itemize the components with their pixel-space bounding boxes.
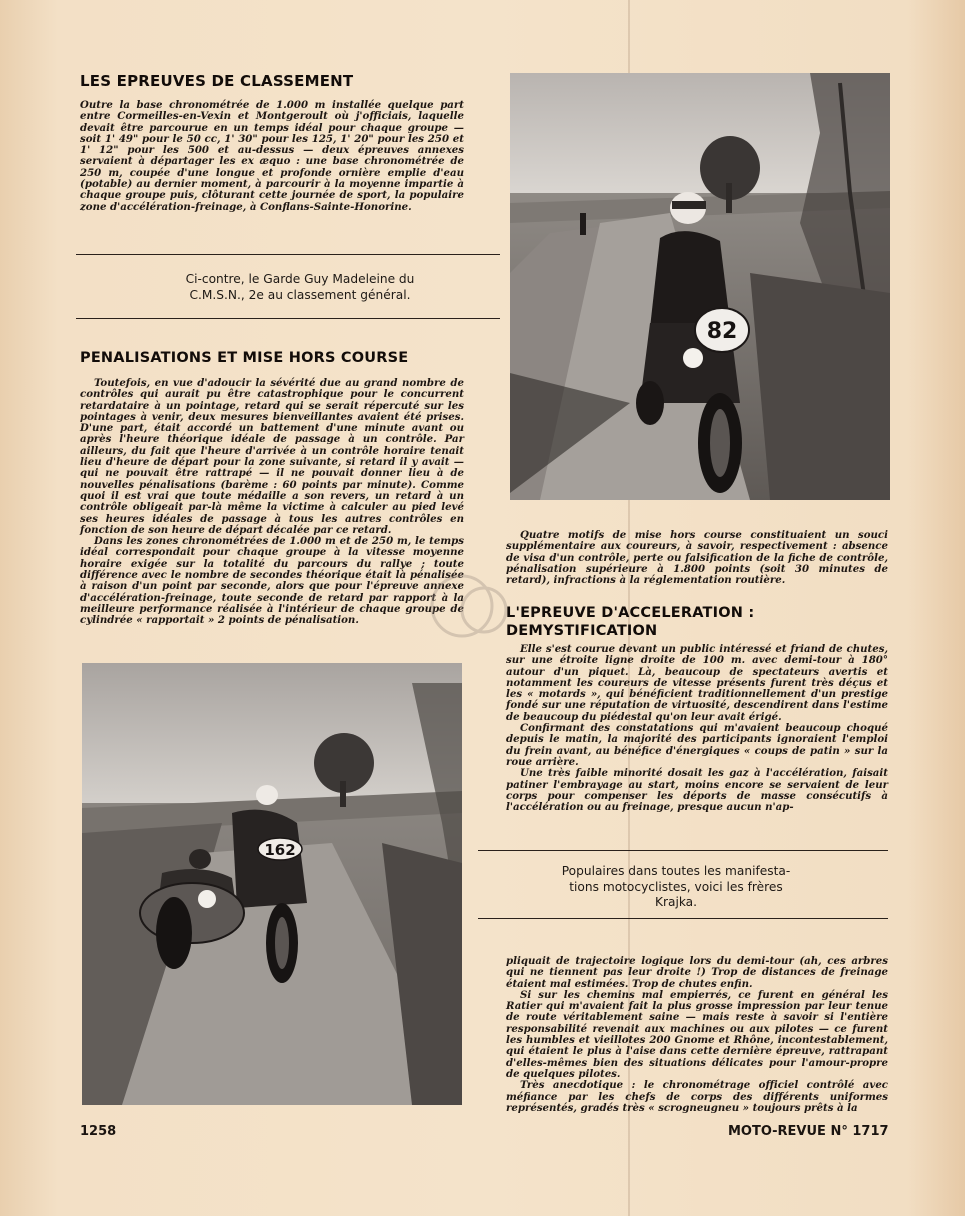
paragraph: Très anecdotique : le chronométrage officiel contrôlé avec méfiance par les chefs de corps des différents uniformes représentés, gradés très « scrogneugneu » toujours prêts à la	[506, 1079, 888, 1114]
paragraph: pliquait de trajectoire logique lors du demi-tour (ah, ces arbres qui ne tiennent pas leur droite !) Trop de distances de freinage étaient mal estimées. Trop de chutes enfin.	[506, 955, 888, 990]
paragraph: Toutefois, en vue d'adoucir la sévérité due au grand nombre de contrôles qui aurait pu être catastrophique pour le concurrent retardataire à un pointage, retard qui se serait répercuté sur les pointages à venir, deux mesures bienveillantes avaient été prises. D'une part, était accordé un battement d'une minute avant ou après l'heure théorique idéale de passage à un contrôle. Par ailleurs, du fait que l'heure d'arrivée à un contrôle horaire tenait lieu d'heure de départ pour la zone suivante, si retard il y avait — qui ne pouvait être rattrapé — il ne pouvait donner lieu à de nouvelles pénalisations (barème : 60 points par minute). Comme quoi il est vrai que toute médaille a son revers, un retard à un contrôle obligeait par-là même la victime à calculer au pied levé ses heures idéales de passage à tous les autres contrôles en fonction de son heure de départ décalée par ce retard.	[80, 377, 464, 536]
caption-rule-top	[76, 254, 500, 255]
paragraph: Elle s'est courue devant un public intéressé et friand de chutes, sur une étroite ligne droite de 100 m. avec demi-tour à 180° autour d'un piquet. Là, beaucoup de spectateurs avertis et notamment les coureurs de vitesse présents furent très déçus et les « motards », qui bénéficient traditionnellement d'un prestige fondé sur une réputation de virtuosité, descendirent dans l'estime de beaucoup du piédestal qu'on leur avait érigé.	[506, 643, 888, 723]
paragraph: Outre la base chronométrée de 1.000 m installée quelque part entre Cormeilles-en-Vexin et Montgeroult où j'officiais, laquelle devait être parcourue en un temps idéal pour chaque groupe — soit 1' 49" pour le 50 cc, 1' 30" pour les 125, 1' 20" pour les 250 et 1' 12" pour les 500 et au-dessus — deux épreuves annexes servaient à départager les ex æquo : une base chronométrée de 250 m, coupée d'une longue et profonde ornière emplie d'eau (potable) au dernier moment, à parcourir à la moyenne impartie à chaque groupe puis, clôturant cette journée de sport, la populaire zone d'accélération-freinage, à Conflans-Sainte-Honorine.	[80, 99, 464, 213]
photo-sidecar-krajka	[82, 663, 462, 1105]
caption-krajka	[540, 864, 812, 911]
title-line: DEMYSTIFICATION	[506, 623, 658, 639]
paragraph: Confirmant des constatations qui m'avaient beaucoup choqué depuis le matin, la majorité des participants ignoraient l'emploi du frein avant, au bénéfice d'énergiques « coups de patin » sur la roue arrière.	[506, 722, 888, 768]
caption-line: Krajka.	[654, 895, 698, 909]
paragraph: Quatre motifs de mise hors course constituaient un souci supplémentaire aux coureurs, à savoir, respectivement : absence de visa d'un contrôle, perte ou falsification de la fiche de contrôle, pénalisation supérieure à 1.800 points (soit 30 minutes de retard), infractions à la réglementation routière.	[506, 529, 888, 587]
caption-guy-madeleine	[110, 272, 490, 303]
caption-rule-top	[478, 850, 888, 851]
magazine-issue: MOTO-REVUE N° 1717	[728, 1124, 889, 1139]
epreuves-text	[80, 100, 464, 213]
section-title-epreuves: LES EPREUVES DE CLASSEMENT	[80, 72, 354, 90]
acceleration-text	[506, 644, 888, 813]
section-title-acceleration	[506, 604, 754, 640]
paragraph: Une très faible minorité dosait les gaz à l'accélération, faisait patiner l'embrayage au start, moins encore se servaient de leur corps pour compenser les déports de masse consécutifs à l'accélération ou au freinage, presque aucun n'ap-	[506, 767, 888, 814]
caption-rule-bottom	[478, 918, 888, 919]
rider-plate-number: 82	[706, 319, 738, 344]
photo-rider-82	[510, 73, 890, 500]
caption-line: Ci-contre, le Garde Guy Madeleine du	[185, 272, 415, 286]
sidecar-plate-number: 162	[264, 841, 296, 859]
caption-rule-bottom	[76, 318, 500, 319]
penalisations-text	[80, 378, 464, 627]
paragraph: Dans les zones chronométrées de 1.000 m et de 250 m, le temps idéal correspondait pour chaque groupe à la vitesse moyenne horaire exigée sur la totalité du parcours du rallye ; toute différence avec le nombre de secondes théorique était là pénalisée à raison d'un point par seconde, alors que pour l'épreuve annexe d'accélération-freinage, toute seconde de retard par rapport à la meilleure performance réalisée à l'intérieur de chaque groupe de cylindrée « rapportait » 2 points de pénalisation.	[80, 535, 464, 627]
caption-line: C.M.S.N., 2e au classement général.	[189, 287, 411, 302]
library-stamp-mark	[422, 566, 518, 648]
paragraph: Si sur les chemins mal empierrés, ce furent en général les Ratier qui m'avaient fait la plus grosse impression par leur tenue de route véritablement saine — mais reste à savoir si l'entière responsabilité revenait aux machines ou aux pilotes — ce furent les humbles et vieillotes 200 Gnome et Rhône, incontestablement, qui étaient le plus à l'aise dans cette dernière épreuve, rattrapant d'elles-mêmes bien des situations délicates pour l'amour-propre de quelques pilotes.	[506, 988, 888, 1080]
suite-text	[506, 956, 888, 1114]
page-number: 1258	[80, 1124, 117, 1139]
title-line: L'EPREUVE D'ACCELERATION :	[506, 605, 755, 621]
mise-hors-course-text	[506, 530, 888, 586]
caption-line: tions motocyclistes, voici les frères	[569, 879, 783, 894]
caption-line: Populaires dans toutes les manifesta-	[561, 864, 791, 878]
section-title-penalisations: PENALISATIONS ET MISE HORS COURSE	[80, 350, 409, 366]
